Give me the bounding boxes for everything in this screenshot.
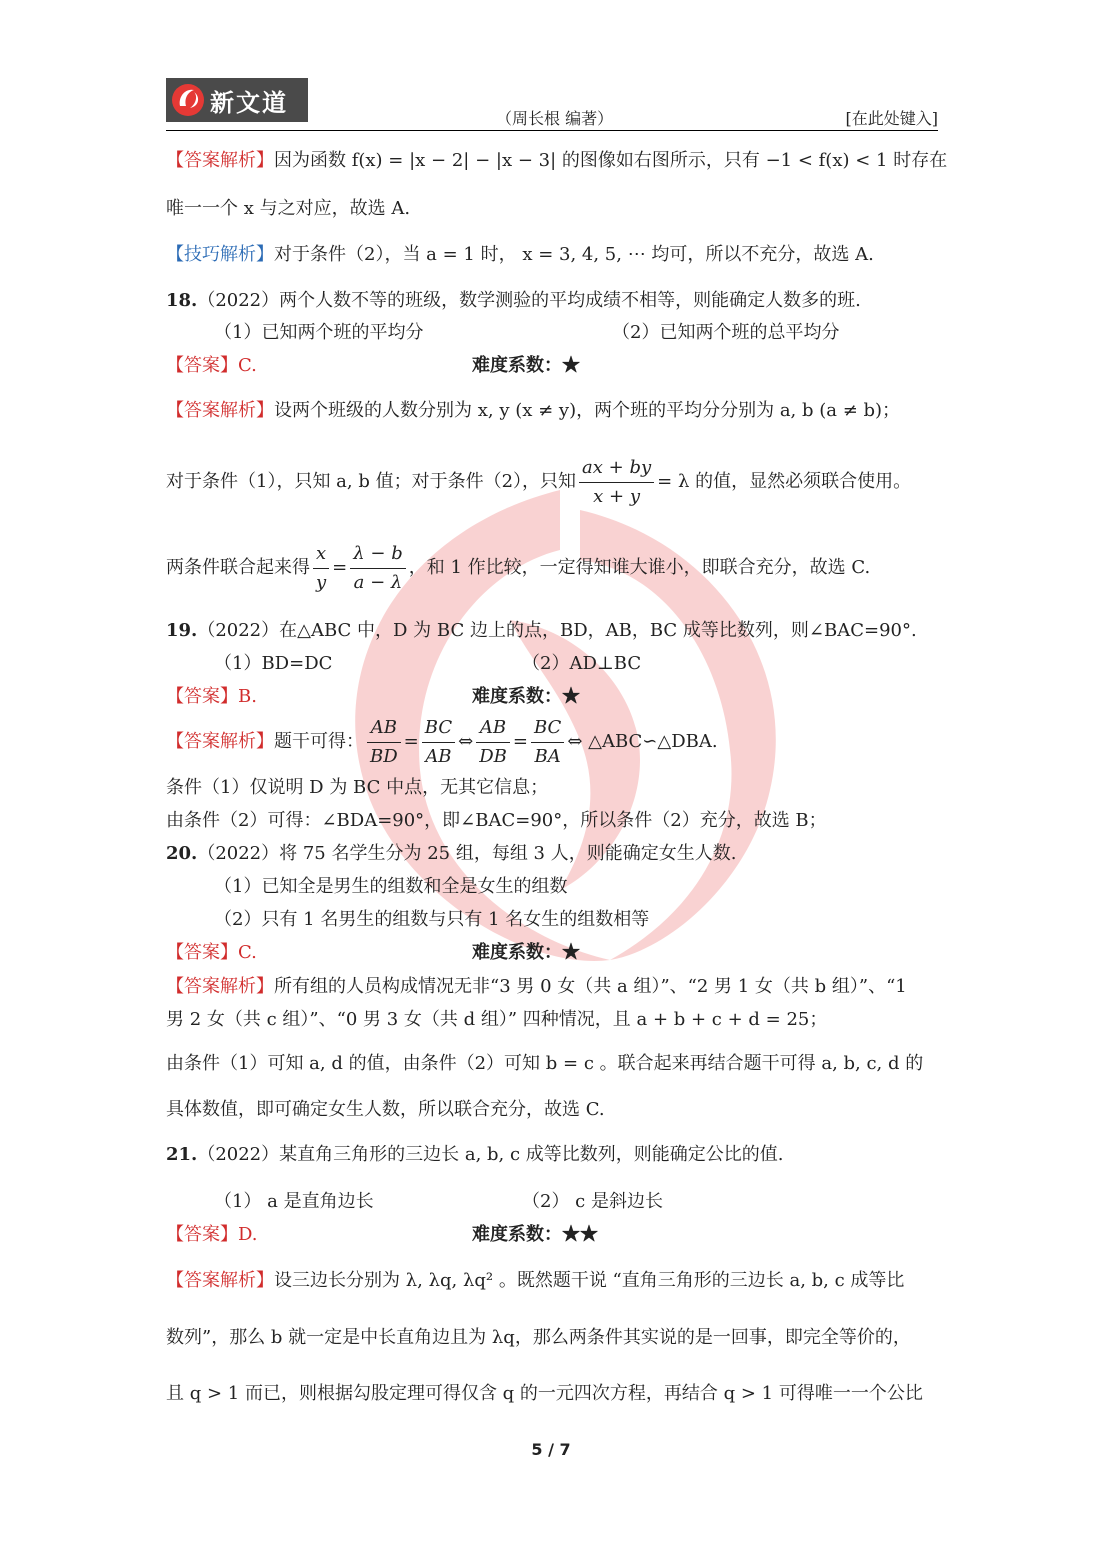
phoenix-logo-icon	[170, 82, 206, 118]
condition-2: （2）已知两个班的总平均分	[612, 322, 840, 343]
condition-2: （2） c 是斜边长	[522, 1191, 663, 1212]
fraction	[367, 714, 401, 771]
analysis-line: 由条件（2）可得：∠BDA=90°，即∠BAC=90°，所以条件（2）充分，故选 B；	[166, 810, 827, 831]
fraction-denominator: x + y	[593, 485, 641, 507]
fraction	[531, 714, 564, 771]
question-text: （2022）将 75 名学生分为 25 组，每组 3 人，则能确定女生人数.	[197, 843, 737, 864]
analysis-line	[166, 1268, 904, 1294]
analysis-text: 对于条件（1），只知 a, b 值；对于条件（2），只知	[166, 471, 577, 492]
question-number: 21.	[166, 1144, 198, 1165]
analysis-text: 两条件联合起来得	[166, 557, 310, 578]
skill-line	[166, 242, 874, 268]
fraction	[476, 714, 510, 771]
analysis-line: 且 q > 1 而已，则根据勾股定理可得仅含 q 的一元四次方程，再结合 q > 1 可得唯一一个公比	[166, 1383, 923, 1404]
header-placeholder: [在此处键入]	[845, 109, 938, 128]
fraction-numerator: λ − b	[350, 540, 405, 569]
question-text: （2022）某直角三角形的三边长 a, b, c 成等比数列，则能确定公比的值.	[197, 1144, 784, 1165]
analysis-line: 具体数值，即可确定女生人数，所以联合充分，故选 C.	[166, 1099, 605, 1120]
question-text: （2022）两个人数不等的班级，数学测验的平均成绩不相等，则能确定人数多的班.	[197, 290, 861, 311]
difficulty-rating: 难度系数：★	[472, 355, 580, 376]
fraction-numerator: ax + by	[579, 454, 654, 483]
answer-line	[166, 353, 257, 379]
equals-sign: =	[512, 731, 528, 752]
fraction-denominator: BD	[370, 745, 398, 767]
fraction-numerator: x	[313, 540, 329, 569]
author-label: （周长根 编著）	[496, 109, 614, 128]
fraction-denominator: DB	[479, 745, 507, 767]
condition-1: （1）已知全是男生的组数和全是女生的组数	[214, 876, 568, 897]
fraction	[350, 540, 405, 597]
answer-analysis-tag: 【答案解析】	[166, 400, 274, 421]
brand-logo	[166, 78, 308, 122]
condition-2: （2）AD⊥BC	[522, 653, 642, 674]
analysis-text: 设两个班级的人数分别为 x, y (x ≠ y)，两个班的平均分分别为 a, b (a ≠ b)；	[274, 400, 901, 421]
fraction-numerator: BC	[531, 714, 564, 743]
analysis-text: 设三边长分别为 λ, λq, λq² 。既然题干说 “直角三角形的三边长 a, b, c 成等比	[274, 1270, 905, 1291]
answer-tag: 【答案】	[166, 942, 238, 963]
question-20	[166, 841, 736, 867]
question-19	[166, 618, 917, 644]
answer-analysis-tag: 【答案解析】	[166, 1270, 274, 1291]
answer-value: C.	[238, 942, 257, 963]
analysis-text: ⇔ △ABC∽△DBA.	[567, 731, 718, 752]
fraction-denominator: BA	[534, 745, 561, 767]
answer-line	[166, 1222, 258, 1248]
analysis-line-1	[166, 148, 947, 174]
answer-tag: 【答案】	[166, 1224, 238, 1245]
fraction-numerator: AB	[476, 714, 510, 743]
answer-value: C.	[238, 355, 257, 376]
answer-line	[166, 940, 257, 966]
iff-symbol: ⇔	[458, 731, 474, 752]
fraction-numerator: BC	[422, 714, 455, 743]
skill-analysis-tag: 【技巧解析】	[166, 244, 274, 265]
analysis-line: 数列”，那么 b 就一定是中长直角边且为 λq，那么两条件其实说的是一回事，即完全等价的，	[166, 1327, 911, 1348]
equals-sign: =	[403, 731, 419, 752]
difficulty-rating: 难度系数：★	[472, 942, 580, 963]
question-21	[166, 1142, 784, 1168]
analysis-text: = λ 的值，显然必须联合使用。	[657, 471, 912, 492]
difficulty-rating: 难度系数：★★	[472, 1224, 598, 1245]
fraction-numerator: AB	[367, 714, 401, 743]
answer-tag: 【答案】	[166, 355, 238, 376]
analysis-line: 条件（1）仅说明 D 为 BC 中点，无其它信息；	[166, 777, 549, 798]
analysis-line-2: 唯一一个 x 与之对应，故选 A.	[166, 198, 411, 219]
condition-1: （1） a 是直角边长	[214, 1191, 374, 1212]
question-18	[166, 288, 861, 314]
question-text: （2022）在△ABC 中，D 为 BC 边上的点，BD，AB，BC 成等比数列，则∠BAC=90°.	[197, 620, 917, 641]
equals-sign: =	[332, 557, 348, 578]
answer-analysis-tag: 【答案解析】	[166, 731, 274, 752]
condition-1: （1）已知两个班的平均分	[214, 322, 424, 343]
fraction-denominator: y	[316, 571, 327, 593]
fraction-denominator: a − λ	[353, 571, 403, 593]
analysis-text: ，和 1 作比较，一定得知谁大谁小，即联合充分，故选 C.	[408, 557, 871, 578]
fraction	[313, 540, 329, 597]
analysis-line: 男 2 女（共 c 组）”、“0 男 3 女（共 d 组）” 四种情况，且 a + b + c + d = 25；	[166, 1009, 828, 1030]
answer-analysis-tag: 【答案解析】	[166, 150, 274, 171]
answer-analysis-tag: 【答案解析】	[166, 976, 274, 997]
question-number: 20.	[166, 843, 198, 864]
answer-value: B.	[238, 686, 257, 707]
condition-1: （1）BD=DC	[214, 653, 333, 674]
difficulty-rating: 难度系数：★	[472, 686, 580, 707]
condition-2: （2）只有 1 名男生的组数与只有 1 名女生的组数相等	[214, 909, 650, 930]
analysis-line	[166, 538, 870, 598]
analysis-line	[166, 452, 911, 512]
fraction	[422, 714, 455, 771]
analysis-line	[166, 974, 907, 1000]
analysis-line: 由条件（1）可知 a, d 的值，由条件（2）可知 b = c 。联合起来再结合题干可得 a, b, c, d 的	[166, 1053, 924, 1074]
answer-line	[166, 684, 257, 710]
fraction-denominator: AB	[425, 745, 452, 767]
page-number: 5 / 7	[531, 1440, 571, 1459]
analysis-line	[166, 398, 900, 424]
skill-text: 对于条件（2），当 a = 1 时， x = 3, 4, 5, ⋯ 均可，所以不充分，故选 A.	[274, 244, 874, 265]
logo-text: 新文道	[210, 88, 288, 117]
question-number: 18.	[166, 290, 198, 311]
answer-value: D.	[238, 1224, 258, 1245]
analysis-text: 所有组的人员构成情况无非“3 男 0 女（共 a 组）”、“2 男 1 女（共 b 组）”、“1	[274, 976, 907, 997]
fraction	[579, 454, 654, 511]
question-number: 19.	[166, 620, 198, 641]
analysis-text: 题干可得：	[274, 731, 364, 752]
analysis-text: 因为函数 f(x) = |x − 2| − |x − 3| 的图像如右图所示，只有 −1 < f(x) < 1 时存在	[274, 150, 948, 171]
analysis-line	[166, 712, 718, 772]
page-header	[166, 78, 938, 131]
answer-tag: 【答案】	[166, 686, 238, 707]
